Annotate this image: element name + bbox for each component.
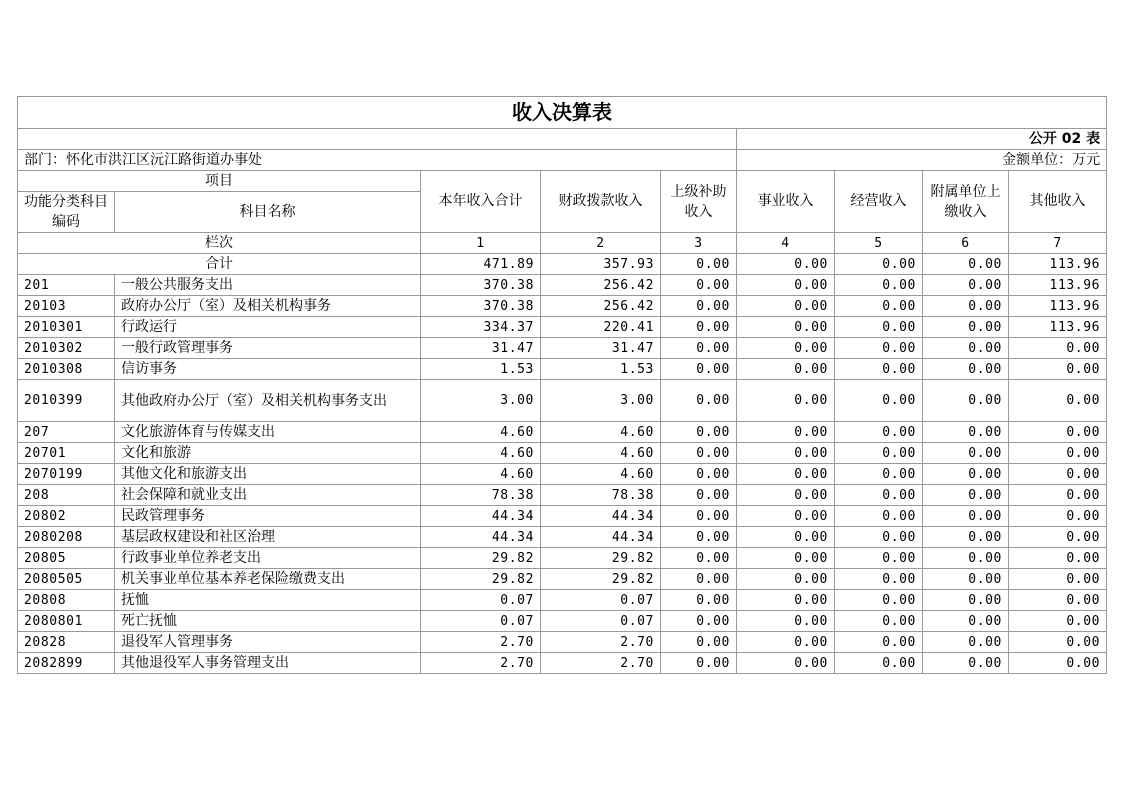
amount-cell: 0.00	[835, 422, 923, 443]
amount-cell: 0.00	[835, 380, 923, 422]
amount-cell: 0.00	[661, 464, 737, 485]
column-number: 7	[1009, 233, 1107, 254]
table-row	[18, 506, 1107, 527]
amount-cell: 0.00	[661, 338, 737, 359]
table-row	[18, 338, 1107, 359]
amount-cell: 4.60	[421, 443, 541, 464]
amount-cell: 0.00	[923, 275, 1009, 296]
amount-cell: 0.00	[835, 338, 923, 359]
amount-cell: 0.00	[737, 653, 835, 674]
amount-cell: 0.00	[835, 590, 923, 611]
amount-cell: 220.41	[541, 317, 661, 338]
amount-cell: 0.00	[1009, 548, 1107, 569]
amount-cell: 0.00	[661, 548, 737, 569]
amount-cell: 2.70	[421, 653, 541, 674]
amount-cell: 0.00	[923, 380, 1009, 422]
total-value: 0.00	[661, 254, 737, 275]
table-row	[18, 653, 1107, 674]
subject-name: 退役军人管理事务	[115, 632, 421, 653]
amount-cell: 0.00	[661, 611, 737, 632]
unit-label: 金额单位：万元	[737, 150, 1107, 171]
total-value: 113.96	[1009, 254, 1107, 275]
amount-cell: 4.60	[541, 443, 661, 464]
form-number: 公开 02 表	[737, 129, 1107, 150]
amount-cell: 4.60	[541, 422, 661, 443]
total-value: 357.93	[541, 254, 661, 275]
amount-cell: 0.00	[835, 569, 923, 590]
amount-cell: 0.00	[1009, 632, 1107, 653]
column-number: 3	[661, 233, 737, 254]
amount-cell: 0.00	[661, 527, 737, 548]
table-row	[18, 485, 1107, 506]
subject-name: 其他文化和旅游支出	[115, 464, 421, 485]
amount-cell: 0.00	[835, 275, 923, 296]
amount-cell: 0.00	[737, 296, 835, 317]
amount-cell: 0.00	[661, 590, 737, 611]
amount-cell: 0.00	[661, 632, 737, 653]
header-operating-income: 经营收入	[835, 171, 923, 233]
amount-cell: 0.00	[1009, 506, 1107, 527]
amount-cell: 0.00	[661, 275, 737, 296]
amount-cell: 0.00	[737, 422, 835, 443]
department-label: 部门：怀化市洪江区沅江路街道办事处	[18, 150, 737, 171]
amount-cell: 0.00	[835, 527, 923, 548]
amount-cell: 0.00	[835, 548, 923, 569]
subject-name: 一般行政管理事务	[115, 338, 421, 359]
header-function-code: 功能分类科目编码	[18, 192, 115, 233]
table-row	[18, 632, 1107, 653]
amount-cell: 0.00	[1009, 611, 1107, 632]
amount-cell: 0.00	[737, 548, 835, 569]
amount-cell: 334.37	[421, 317, 541, 338]
total-label: 合计	[18, 254, 421, 275]
amount-cell: 0.00	[737, 569, 835, 590]
income-table	[17, 96, 1107, 674]
table-row	[18, 275, 1107, 296]
table-row	[18, 422, 1107, 443]
amount-cell: 4.60	[421, 422, 541, 443]
subject-code: 20828	[18, 632, 115, 653]
subject-code: 2010399	[18, 380, 115, 422]
subject-code: 2010301	[18, 317, 115, 338]
column-number: 6	[923, 233, 1009, 254]
amount-cell: 0.00	[923, 653, 1009, 674]
subject-name: 其他退役军人事务管理支出	[115, 653, 421, 674]
subject-name: 死亡抚恤	[115, 611, 421, 632]
amount-cell: 29.82	[541, 548, 661, 569]
amount-cell: 0.00	[923, 632, 1009, 653]
subject-code: 207	[18, 422, 115, 443]
subject-code: 2070199	[18, 464, 115, 485]
header-business-income: 事业收入	[737, 171, 835, 233]
amount-cell: 0.00	[737, 275, 835, 296]
total-value: 0.00	[835, 254, 923, 275]
subject-name: 行政事业单位养老支出	[115, 548, 421, 569]
amount-cell: 0.07	[421, 611, 541, 632]
amount-cell: 31.47	[541, 338, 661, 359]
amount-cell: 0.00	[737, 590, 835, 611]
table-row	[18, 317, 1107, 338]
table-row	[18, 359, 1107, 380]
header-subject-name: 科目名称	[115, 192, 421, 233]
table-row	[18, 611, 1107, 632]
amount-cell: 0.00	[923, 296, 1009, 317]
amount-cell: 0.00	[1009, 380, 1107, 422]
amount-cell: 0.00	[737, 506, 835, 527]
subject-name: 一般公共服务支出	[115, 275, 421, 296]
amount-cell: 0.00	[923, 506, 1009, 527]
amount-cell: 0.00	[737, 464, 835, 485]
amount-cell: 2.70	[541, 632, 661, 653]
amount-cell: 0.00	[923, 611, 1009, 632]
amount-cell: 0.00	[835, 485, 923, 506]
header-other-income: 其他收入	[1009, 171, 1107, 233]
amount-cell: 0.00	[1009, 338, 1107, 359]
amount-cell: 256.42	[541, 296, 661, 317]
amount-cell: 0.07	[421, 590, 541, 611]
subject-code: 2080208	[18, 527, 115, 548]
amount-cell: 0.00	[1009, 485, 1107, 506]
subject-name: 民政管理事务	[115, 506, 421, 527]
amount-cell: 0.00	[737, 485, 835, 506]
table-title: 收入决算表	[18, 97, 1107, 129]
table-row	[18, 527, 1107, 548]
header-fiscal-allocation: 财政拨款收入	[541, 171, 661, 233]
amount-cell: 0.00	[923, 338, 1009, 359]
amount-cell: 0.00	[1009, 443, 1107, 464]
amount-cell: 44.34	[541, 527, 661, 548]
amount-cell: 0.00	[923, 548, 1009, 569]
subject-code: 20808	[18, 590, 115, 611]
subject-code: 2082899	[18, 653, 115, 674]
amount-cell: 0.00	[923, 527, 1009, 548]
subject-code: 2010308	[18, 359, 115, 380]
total-value: 0.00	[737, 254, 835, 275]
table-row	[18, 464, 1107, 485]
subject-code: 20805	[18, 548, 115, 569]
amount-cell: 0.00	[835, 506, 923, 527]
column-number: 1	[421, 233, 541, 254]
amount-cell: 0.00	[835, 632, 923, 653]
amount-cell: 44.34	[421, 506, 541, 527]
subject-code: 2080505	[18, 569, 115, 590]
amount-cell: 2.70	[541, 653, 661, 674]
amount-cell: 0.00	[737, 611, 835, 632]
header-total-income: 本年收入合计	[421, 171, 541, 233]
amount-cell: 0.00	[923, 569, 1009, 590]
amount-cell: 0.00	[923, 464, 1009, 485]
amount-cell: 0.00	[835, 359, 923, 380]
column-number: 4	[737, 233, 835, 254]
amount-cell: 0.00	[661, 380, 737, 422]
amount-cell: 0.00	[737, 380, 835, 422]
subject-code: 2080801	[18, 611, 115, 632]
amount-cell: 0.00	[923, 590, 1009, 611]
subject-code: 201	[18, 275, 115, 296]
amount-cell: 0.00	[737, 527, 835, 548]
amount-cell: 29.82	[541, 569, 661, 590]
subject-name: 政府办公厅（室）及相关机构事务	[115, 296, 421, 317]
subject-name: 行政运行	[115, 317, 421, 338]
amount-cell: 0.00	[835, 611, 923, 632]
amount-cell: 44.34	[421, 527, 541, 548]
table-row	[18, 569, 1107, 590]
amount-cell: 0.00	[661, 359, 737, 380]
header-superior-subsidy: 上级补助收入	[661, 171, 737, 233]
table-row	[18, 590, 1107, 611]
amount-cell: 0.00	[661, 422, 737, 443]
amount-cell: 0.00	[923, 422, 1009, 443]
amount-cell: 0.00	[1009, 464, 1107, 485]
amount-cell: 113.96	[1009, 296, 1107, 317]
amount-cell: 0.00	[661, 485, 737, 506]
amount-cell: 0.00	[737, 443, 835, 464]
amount-cell: 4.60	[421, 464, 541, 485]
amount-cell: 256.42	[541, 275, 661, 296]
amount-cell: 0.00	[661, 296, 737, 317]
amount-cell: 78.38	[541, 485, 661, 506]
amount-cell: 0.00	[835, 296, 923, 317]
amount-cell: 3.00	[421, 380, 541, 422]
amount-cell: 0.00	[835, 443, 923, 464]
amount-cell: 370.38	[421, 296, 541, 317]
amount-cell: 0.00	[1009, 422, 1107, 443]
amount-cell: 0.00	[1009, 653, 1107, 674]
amount-cell: 0.00	[835, 317, 923, 338]
amount-cell: 0.00	[835, 464, 923, 485]
amount-cell: 29.82	[421, 548, 541, 569]
subject-name: 机关事业单位基本养老保险缴费支出	[115, 569, 421, 590]
amount-cell: 29.82	[421, 569, 541, 590]
amount-cell: 0.00	[923, 317, 1009, 338]
amount-cell: 113.96	[1009, 275, 1107, 296]
amount-cell: 0.00	[661, 443, 737, 464]
amount-cell: 0.00	[737, 359, 835, 380]
amount-cell: 0.00	[661, 569, 737, 590]
header-item: 项目	[18, 171, 421, 192]
total-value: 471.89	[421, 254, 541, 275]
income-statement-sheet	[17, 96, 1106, 674]
amount-cell: 3.00	[541, 380, 661, 422]
subject-name: 文化旅游体育与传媒支出	[115, 422, 421, 443]
amount-cell: 0.00	[835, 653, 923, 674]
total-row	[18, 254, 1107, 275]
subject-name: 抚恤	[115, 590, 421, 611]
table-row	[18, 380, 1107, 422]
amount-cell: 44.34	[541, 506, 661, 527]
subject-code: 2010302	[18, 338, 115, 359]
subject-code: 20701	[18, 443, 115, 464]
amount-cell: 113.96	[1009, 317, 1107, 338]
amount-cell: 0.00	[923, 485, 1009, 506]
amount-cell: 4.60	[541, 464, 661, 485]
amount-cell: 0.00	[923, 359, 1009, 380]
amount-cell: 1.53	[541, 359, 661, 380]
subject-code: 208	[18, 485, 115, 506]
amount-cell: 0.00	[661, 653, 737, 674]
total-value: 0.00	[923, 254, 1009, 275]
subject-name: 信访事务	[115, 359, 421, 380]
subject-code: 20103	[18, 296, 115, 317]
amount-cell: 0.00	[1009, 569, 1107, 590]
column-number: 2	[541, 233, 661, 254]
amount-cell: 1.53	[421, 359, 541, 380]
amount-cell: 0.00	[737, 338, 835, 359]
amount-cell: 0.00	[1009, 527, 1107, 548]
table-row	[18, 296, 1107, 317]
header-affiliated-income: 附属单位上缴收入	[923, 171, 1009, 233]
amount-cell: 0.00	[923, 443, 1009, 464]
amount-cell: 2.70	[421, 632, 541, 653]
table-row	[18, 443, 1107, 464]
subject-name: 基层政权建设和社区治理	[115, 527, 421, 548]
subject-name: 其他政府办公厅（室）及相关机构事务支出	[115, 380, 421, 422]
amount-cell: 31.47	[421, 338, 541, 359]
amount-cell: 0.00	[1009, 359, 1107, 380]
subject-name: 文化和旅游	[115, 443, 421, 464]
amount-cell: 0.00	[737, 317, 835, 338]
column-number: 5	[835, 233, 923, 254]
amount-cell: 370.38	[421, 275, 541, 296]
column-number-label: 栏次	[18, 233, 421, 254]
subject-name: 社会保障和就业支出	[115, 485, 421, 506]
amount-cell: 0.00	[661, 317, 737, 338]
amount-cell: 0.00	[661, 506, 737, 527]
amount-cell: 0.07	[541, 590, 661, 611]
amount-cell: 0.00	[1009, 590, 1107, 611]
amount-cell: 78.38	[421, 485, 541, 506]
subject-code: 20802	[18, 506, 115, 527]
table-row	[18, 548, 1107, 569]
amount-cell: 0.00	[737, 632, 835, 653]
amount-cell: 0.07	[541, 611, 661, 632]
